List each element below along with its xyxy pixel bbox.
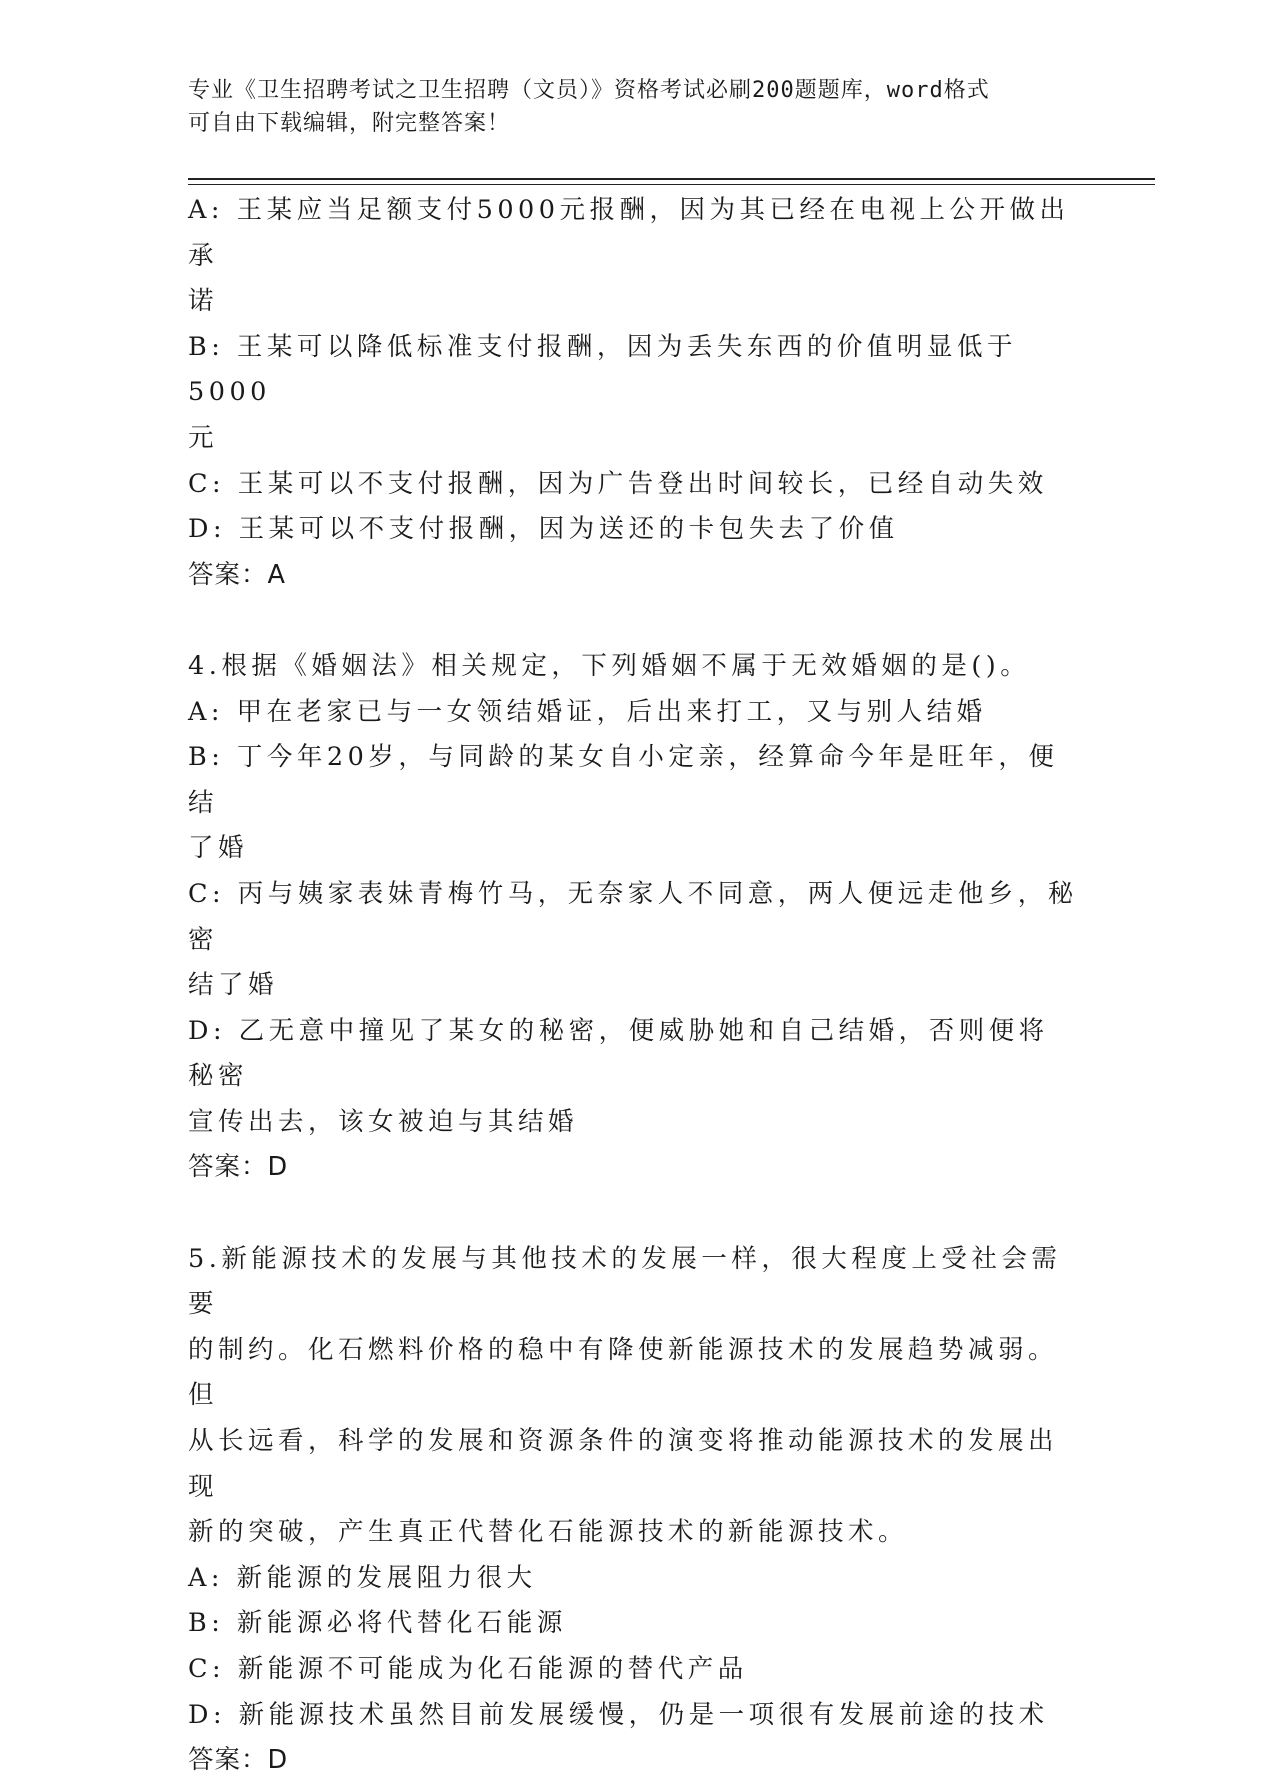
q4-option-c-line-2: 结了婚: [188, 970, 279, 1001]
q5-stem-line-3: 从长远看，科学的发展和资源条件的演变将推动能源技术的发展出现: [188, 1426, 1059, 1502]
header-divider-thick: [188, 178, 1155, 180]
q4-option-b-line-1: B: 丁今年20岁，与同龄的某女自小定亲，经算命今年是旺年，便结: [188, 742, 1059, 818]
q4-answer: 答案：D: [188, 1152, 289, 1183]
q3-option-c: C: 王某可以不支付报酬，因为广告登出时间较长，已经自动失效: [188, 468, 1048, 499]
q3-option-b-line-1: B: 王某可以降低标准支付报酬，因为丢失东西的价值明显低于5000: [188, 331, 1017, 408]
q4-option-d-line-1: D: 乙无意中撞见了某女的秘密，便威胁她和自己结婚，否则便将秘密: [188, 1015, 1049, 1092]
question-content: [188, 188, 1078, 1784]
q4-option-d-line-2: 宣传出去，该女被迫与其结婚: [188, 1106, 579, 1137]
q4-option-c-line-1: C: 丙与姨家表妹青梅竹马，无奈家人不同意，两人便远走他乡，秘密: [188, 878, 1078, 955]
q3-answer: 答案：A: [188, 559, 286, 590]
header-title-line-1: 专业《卫生招聘考试之卫生招聘（文员）》资格考试必刷200题题库，word格式: [188, 78, 990, 103]
question-5-block: [188, 1237, 1078, 1784]
q5-stem-line-2: 的制约。化石燃料价格的稳中有降使新能源技术的发展趋势减弱。但: [188, 1334, 1059, 1411]
q4-stem: 4.根据《婚姻法》相关规定，下列婚姻不属于无效婚姻的是()。: [188, 650, 1031, 681]
q3-option-a-line-1: A: 王某应当足额支付5000元报酬，因为其已经在电视上公开做出承: [188, 195, 1070, 271]
q5-option-c: C: 新能源不可能成为化石能源的替代产品: [188, 1654, 748, 1684]
question-spacer: [188, 598, 1078, 644]
q5-stem-line-4: 新的突破，产生真正代替化石能源技术的新能源技术。: [188, 1517, 909, 1548]
q5-option-d: D: 新能源技术虽然目前发展缓慢，仍是一项很有发展前途的技术: [188, 1699, 1049, 1730]
q3-option-d: D: 王某可以不支付报酬，因为送还的卡包失去了价值: [188, 514, 899, 545]
header-title-line-2: 可自由下载编辑，附完整答案！: [188, 111, 511, 136]
q3-option-a-line-2: 诺: [188, 286, 219, 317]
q4-option-a: A: 甲在老家已与一女领结婚证，后出来打工，又与别人结婚: [188, 696, 987, 727]
q4-option-b-line-2: 了婚: [188, 833, 249, 864]
q5-option-b: B: 新能源必将代替化石能源: [188, 1608, 567, 1639]
header-divider-thin: [188, 184, 1155, 185]
q3-option-b-line-2: 元: [188, 422, 219, 453]
question-4-block: [188, 644, 1078, 1191]
page-header: [188, 74, 1068, 140]
q5-stem-line-1: 5.新能源技术的发展与其他技术的发展一样，很大程度上受社会需要: [188, 1243, 1062, 1320]
q5-answer: 答案：D: [188, 1745, 289, 1776]
question-3-block: [188, 188, 1078, 598]
question-spacer: [188, 1191, 1078, 1237]
q5-option-a: A: 新能源的发展阻力很大: [188, 1562, 537, 1593]
